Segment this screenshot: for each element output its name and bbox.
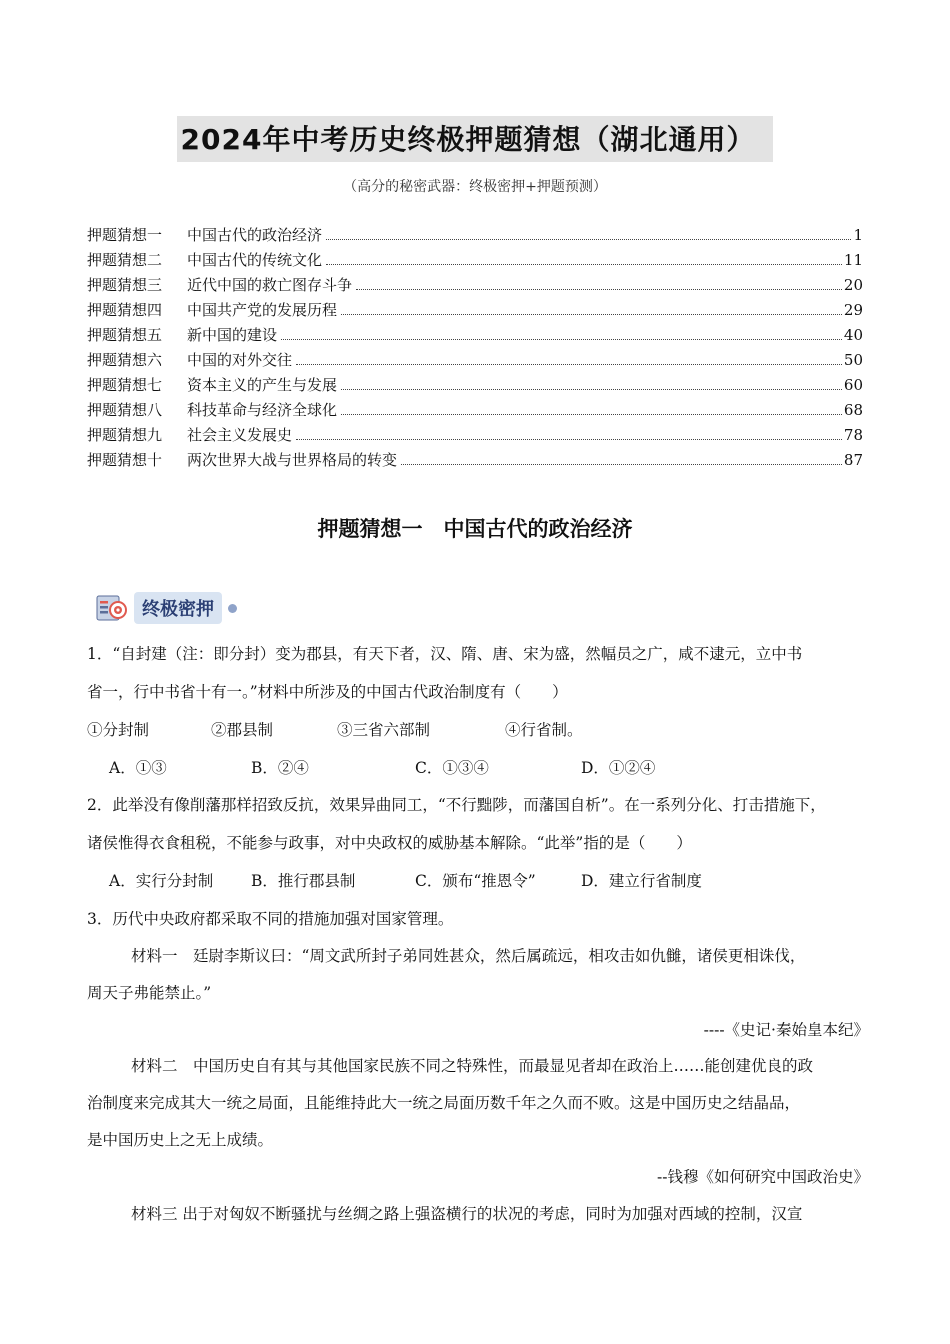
toc-entry-title: 科技革命与经济全球化 xyxy=(187,401,338,419)
toc-entry-title: 中国共产党的发展历程 xyxy=(187,301,338,319)
toc-entry-title: 中国的对外交往 xyxy=(187,351,293,369)
toc-entry-label: 押题猜想五 xyxy=(87,326,163,344)
q2-option-d[interactable]: D．建立行省制度 xyxy=(581,872,702,890)
toc-entry[interactable] xyxy=(87,424,863,449)
toc-entry-label: 押题猜想九 xyxy=(87,426,163,444)
toc-entry-title: 近代中国的救亡图存斗争 xyxy=(187,276,353,294)
document-title: 2024年中考历史终极押题猜想（湖北通用） xyxy=(177,116,774,162)
toc-entry-title: 中国古代的政治经济 xyxy=(187,226,323,244)
material-2-line-3: 是中国历史上之无上成绩。 xyxy=(87,1131,274,1149)
q2-option-a[interactable]: A．实行分封制 xyxy=(109,872,214,890)
material-1-line-1: 材料一 廷尉李斯议曰：“周文武所封子弟同姓甚众，然后属疏远，相攻击如仇雠，诸侯更相诛伐， xyxy=(131,947,806,965)
toc-entry-label: 押题猜想四 xyxy=(87,301,163,319)
q1-option-d[interactable]: D．①②④ xyxy=(581,759,656,777)
toc-entry-title: 资本主义的产生与发展 xyxy=(187,376,338,394)
toc-entry-label: 押题猜想一 xyxy=(87,226,163,244)
toc-entry-page: 78 xyxy=(843,426,863,444)
toc-entry-title: 中国古代的传统文化 xyxy=(187,251,323,269)
document-subtitle: （高分的秘密武器：终极密押+押题预测） xyxy=(343,179,607,195)
toc-leader-dots xyxy=(296,363,842,365)
toc-entry-page: 1 xyxy=(853,226,863,244)
toc-entry[interactable] xyxy=(87,399,863,424)
toc-entry-page: 40 xyxy=(843,326,863,344)
toc-entry-label: 押题猜想八 xyxy=(87,401,163,419)
toc-entry[interactable] xyxy=(87,374,863,399)
toc-entry-title: 两次世界大战与世界格局的转变 xyxy=(187,451,398,469)
toc-leader-dots xyxy=(401,463,842,465)
toc-entry[interactable] xyxy=(87,349,863,374)
toc-leader-dots xyxy=(341,313,842,315)
toc-entry-page: 11 xyxy=(843,251,863,269)
q2-option-b[interactable]: B．推行郡县制 xyxy=(251,872,356,890)
q1-option-c[interactable]: C．①③④ xyxy=(415,759,489,777)
toc-leader-dots xyxy=(326,238,851,240)
material-1-line-2: 周天子弗能禁止。” xyxy=(87,984,212,1002)
section-heading: 押题猜想一 中国古代的政治经济 xyxy=(317,517,633,541)
q1-option-b[interactable]: B．②④ xyxy=(251,759,309,777)
toc-entry[interactable] xyxy=(87,249,863,274)
toc-entry[interactable] xyxy=(87,274,863,299)
q2-option-c[interactable]: C．颁布“推恩令” xyxy=(415,872,536,890)
toc-entry-label: 押题猜想十 xyxy=(87,451,163,469)
toc-leader-dots xyxy=(356,288,842,290)
toc-entry[interactable] xyxy=(87,299,863,324)
q1-option-a[interactable]: A．①③ xyxy=(109,759,167,777)
toc-entry-label: 押题猜想二 xyxy=(87,251,163,269)
q1-item: ①分封制 xyxy=(87,721,150,739)
toc-entry-page: 60 xyxy=(843,376,863,394)
target-icon xyxy=(96,593,130,623)
toc-entry-label: 押题猜想六 xyxy=(87,351,163,369)
badge-label: 终极密押 xyxy=(134,592,222,624)
q1-item: ②郡县制 xyxy=(211,721,274,739)
badge-dot xyxy=(228,604,237,613)
toc-leader-dots xyxy=(281,338,842,340)
toc-leader-dots xyxy=(341,413,842,415)
question-1-line-2: 省一，行中书省十有一。”材料中所涉及的中国古代政治制度有（ ） xyxy=(87,683,568,701)
toc-entry-page: 68 xyxy=(843,401,863,419)
material-2-line-2: 治制度来完成其大一统之局面，且能维持此大一统之局面历数千年之久而不败。这是中国历史之结晶品， xyxy=(87,1094,801,1112)
toc-entry[interactable] xyxy=(87,224,863,249)
material-1-source: ----《史记·秦始皇本纪》 xyxy=(703,1021,869,1039)
q1-item: ④行省制。 xyxy=(505,721,583,739)
title-block xyxy=(0,116,950,162)
toc-entry-page: 87 xyxy=(843,451,863,469)
question-2-line-1: 2．此举没有像削藩那样招致反抗，效果异曲同工，“不行黜陟，而藩国自析”。在一系列分化、打击措施下， xyxy=(87,796,826,814)
toc-entry-title: 新中国的建设 xyxy=(187,326,278,344)
toc-entry-page: 20 xyxy=(843,276,863,294)
section-badge xyxy=(96,592,237,624)
q1-item: ③三省六部制 xyxy=(337,721,431,739)
question-2-line-2: 诸侯惟得衣食租税，不能参与政事，对中央政权的威胁基本解除。“此举”指的是（ ） xyxy=(87,834,692,852)
toc-entry-title: 社会主义发展史 xyxy=(187,426,293,444)
material-3-line-1: 材料三 出于对匈奴不断骚扰与丝绸之路上强盗横行的状况的考虑，同时为加强对西域的控制，汉宣 xyxy=(131,1205,803,1223)
toc-entry-label: 押题猜想七 xyxy=(87,376,163,394)
question-3-stem: 3．历代中央政府都采取不同的措施加强对国家管理。 xyxy=(87,910,454,928)
toc-entry[interactable] xyxy=(87,324,863,349)
toc-leader-dots xyxy=(341,388,842,390)
table-of-contents xyxy=(87,224,863,474)
toc-entry-page: 29 xyxy=(843,301,863,319)
toc-entry[interactable] xyxy=(87,449,863,474)
toc-leader-dots xyxy=(296,438,842,440)
toc-entry-label: 押题猜想三 xyxy=(87,276,163,294)
toc-entry-page: 50 xyxy=(843,351,863,369)
material-2-line-1: 材料二 中国历史自有其与其他国家民族不同之特殊性，而最显见者却在政治上……能创建优良的政 xyxy=(131,1057,814,1075)
toc-leader-dots xyxy=(326,263,842,265)
material-2-source: --钱穆《如何研究中国政治史》 xyxy=(657,1168,869,1186)
question-1-line-1: 1．“自封建（注：即分封）变为郡县，有天下者，汉、隋、唐、宋为盛，然幅员之广，咸不逮元，立中书 xyxy=(87,645,803,663)
